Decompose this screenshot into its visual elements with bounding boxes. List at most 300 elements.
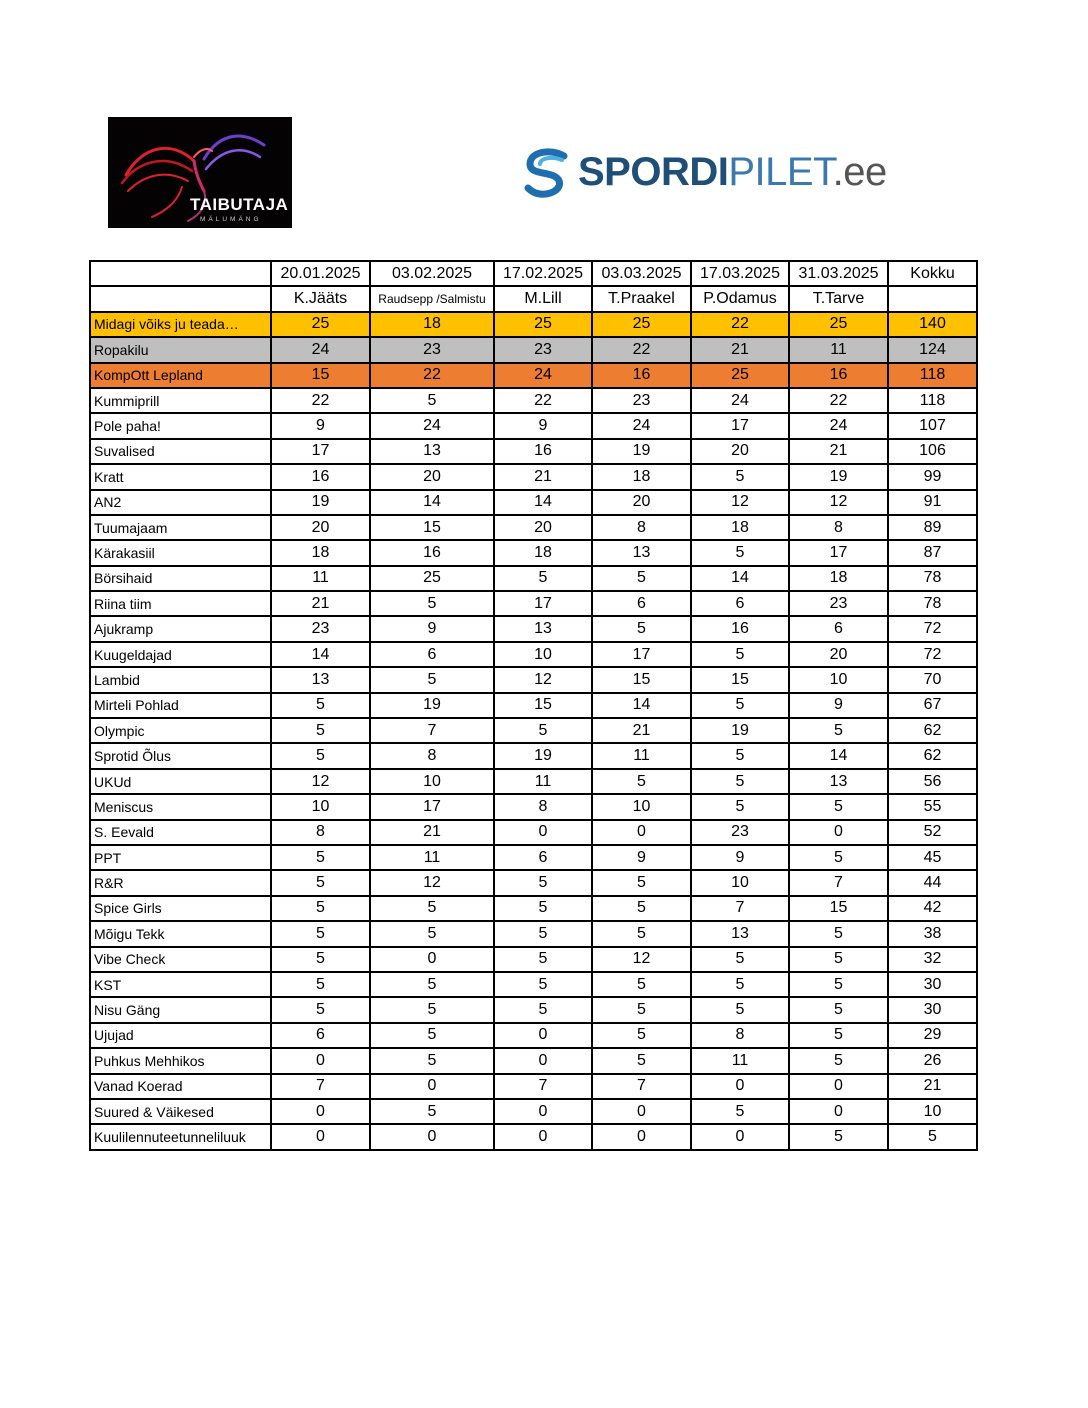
score-cell: 0 xyxy=(592,820,691,845)
score-cell: 10 xyxy=(592,794,691,819)
team-name: Midagi võiks ju teada… xyxy=(90,312,271,337)
score-cell: 7 xyxy=(271,1074,370,1099)
host-header: T.Tarve xyxy=(789,286,888,311)
score-cell: 16 xyxy=(592,363,691,388)
total-cell: 55 xyxy=(888,794,977,819)
score-cell: 0 xyxy=(271,1048,370,1073)
score-cell: 9 xyxy=(789,693,888,718)
score-cell: 24 xyxy=(789,413,888,438)
score-cell: 5 xyxy=(789,1124,888,1149)
score-cell: 22 xyxy=(271,388,370,413)
table-row xyxy=(90,947,977,972)
team-name: Kuugeldajad xyxy=(90,642,271,667)
total-cell: 124 xyxy=(888,337,977,362)
score-cell: 21 xyxy=(494,464,592,489)
score-cell: 12 xyxy=(494,667,592,692)
total-cell: 106 xyxy=(888,439,977,464)
score-cell: 0 xyxy=(370,1074,494,1099)
total-cell: 56 xyxy=(888,769,977,794)
table-row xyxy=(90,566,977,591)
score-cell: 0 xyxy=(691,1074,789,1099)
score-cell: 17 xyxy=(370,794,494,819)
score-cell: 18 xyxy=(494,540,592,565)
score-cell: 24 xyxy=(370,413,494,438)
team-name: Suured & Väikesed xyxy=(90,1099,271,1124)
score-cell: 12 xyxy=(789,490,888,515)
score-cell: 22 xyxy=(789,388,888,413)
score-cell: 9 xyxy=(271,413,370,438)
score-cell: 0 xyxy=(691,1124,789,1149)
score-cell: 12 xyxy=(271,769,370,794)
score-cell: 0 xyxy=(494,1023,592,1048)
team-name: Mirteli Pohlad xyxy=(90,693,271,718)
score-cell: 5 xyxy=(494,947,592,972)
score-cell: 5 xyxy=(494,896,592,921)
score-cell: 7 xyxy=(789,870,888,895)
score-cell: 5 xyxy=(592,997,691,1022)
score-cell: 5 xyxy=(691,769,789,794)
total-cell: 78 xyxy=(888,566,977,591)
score-cell: 6 xyxy=(370,642,494,667)
score-cell: 5 xyxy=(370,667,494,692)
score-cell: 5 xyxy=(592,972,691,997)
score-cell: 9 xyxy=(691,845,789,870)
score-cell: 0 xyxy=(494,820,592,845)
score-cell: 22 xyxy=(691,312,789,337)
score-cell: 23 xyxy=(271,616,370,641)
total-cell: 21 xyxy=(888,1074,977,1099)
total-cell: 26 xyxy=(888,1048,977,1073)
score-cell: 19 xyxy=(494,743,592,768)
score-cell: 8 xyxy=(494,794,592,819)
table-row xyxy=(90,642,977,667)
score-cell: 13 xyxy=(691,921,789,946)
score-cell: 5 xyxy=(370,896,494,921)
score-cell: 18 xyxy=(789,566,888,591)
wordmark-suffix: .ee xyxy=(832,150,887,194)
taibutaja-subtitle: MÄLUMÄNG xyxy=(200,216,262,223)
score-cell: 8 xyxy=(370,743,494,768)
score-cell: 23 xyxy=(592,388,691,413)
score-cell: 5 xyxy=(271,997,370,1022)
score-cell: 8 xyxy=(592,515,691,540)
total-cell: 30 xyxy=(888,997,977,1022)
team-name: Meniscus xyxy=(90,794,271,819)
score-cell: 25 xyxy=(789,312,888,337)
team-name: Puhkus Mehhikos xyxy=(90,1048,271,1073)
swirl-logo-icon xyxy=(524,148,572,198)
total-cell: 32 xyxy=(888,947,977,972)
score-cell: 12 xyxy=(370,870,494,895)
total-cell: 91 xyxy=(888,490,977,515)
score-cell: 25 xyxy=(691,363,789,388)
score-cell: 5 xyxy=(789,972,888,997)
score-cell: 21 xyxy=(592,718,691,743)
table-row xyxy=(90,1074,977,1099)
score-cell: 5 xyxy=(592,566,691,591)
table-row xyxy=(90,1124,977,1149)
total-cell: 42 xyxy=(888,896,977,921)
corner-cell xyxy=(90,261,271,286)
score-cell: 20 xyxy=(691,439,789,464)
score-cell: 17 xyxy=(494,591,592,616)
table-row xyxy=(90,337,977,362)
team-name: Kärakasiil xyxy=(90,540,271,565)
total-cell: 99 xyxy=(888,464,977,489)
taibutaja-title: TAIBUTAJA xyxy=(190,195,289,214)
host-header-row xyxy=(90,286,977,311)
score-cell: 11 xyxy=(494,769,592,794)
table-row xyxy=(90,667,977,692)
score-cell: 25 xyxy=(370,566,494,591)
table-row xyxy=(90,997,977,1022)
score-cell: 19 xyxy=(370,693,494,718)
team-name: Spice Girls xyxy=(90,896,271,921)
team-name: Sprotid Õlus xyxy=(90,743,271,768)
score-cell: 0 xyxy=(789,1074,888,1099)
score-cell: 0 xyxy=(789,1099,888,1124)
score-cell: 15 xyxy=(592,667,691,692)
team-name: Börsihaid xyxy=(90,566,271,591)
score-cell: 13 xyxy=(789,769,888,794)
score-cell: 5 xyxy=(691,1099,789,1124)
score-cell: 23 xyxy=(370,337,494,362)
score-cell: 19 xyxy=(271,490,370,515)
score-cell: 5 xyxy=(370,921,494,946)
score-cell: 5 xyxy=(789,845,888,870)
score-cell: 0 xyxy=(494,1124,592,1149)
score-cell: 14 xyxy=(370,490,494,515)
score-cell: 21 xyxy=(370,820,494,845)
score-cell: 5 xyxy=(271,921,370,946)
score-cell: 5 xyxy=(494,870,592,895)
table-row xyxy=(90,693,977,718)
score-cell: 5 xyxy=(271,947,370,972)
score-cell: 5 xyxy=(370,972,494,997)
score-cell: 5 xyxy=(592,921,691,946)
team-name: Kratt xyxy=(90,464,271,489)
score-cell: 16 xyxy=(370,540,494,565)
team-name: Olympic xyxy=(90,718,271,743)
score-cell: 16 xyxy=(494,439,592,464)
score-cell: 5 xyxy=(691,743,789,768)
total-cell: 38 xyxy=(888,921,977,946)
team-name: Riina tiim xyxy=(90,591,271,616)
table-row xyxy=(90,363,977,388)
score-cell: 5 xyxy=(370,1048,494,1073)
score-cell: 5 xyxy=(494,718,592,743)
score-cell: 5 xyxy=(592,896,691,921)
score-cell: 17 xyxy=(691,413,789,438)
table-row xyxy=(90,591,977,616)
table-row xyxy=(90,490,977,515)
score-cell: 22 xyxy=(494,388,592,413)
score-cell: 16 xyxy=(691,616,789,641)
score-cell: 5 xyxy=(494,997,592,1022)
table-row xyxy=(90,540,977,565)
total-cell: 45 xyxy=(888,845,977,870)
score-cell: 11 xyxy=(789,337,888,362)
score-cell: 21 xyxy=(271,591,370,616)
score-cell: 9 xyxy=(494,413,592,438)
results-table xyxy=(89,260,978,1151)
score-cell: 5 xyxy=(691,947,789,972)
score-cell: 18 xyxy=(271,540,370,565)
total-cell: 10 xyxy=(888,1099,977,1124)
score-cell: 21 xyxy=(691,337,789,362)
score-cell: 10 xyxy=(370,769,494,794)
score-cell: 6 xyxy=(592,591,691,616)
score-cell: 25 xyxy=(592,312,691,337)
score-cell: 5 xyxy=(789,947,888,972)
host-header: K.Jääts xyxy=(271,286,370,311)
table-row xyxy=(90,1023,977,1048)
score-cell: 5 xyxy=(494,921,592,946)
table-row xyxy=(90,972,977,997)
table-row xyxy=(90,845,977,870)
score-cell: 0 xyxy=(592,1099,691,1124)
team-name: PPT xyxy=(90,845,271,870)
table-row xyxy=(90,718,977,743)
score-cell: 0 xyxy=(494,1099,592,1124)
date-header: 17.03.2025 xyxy=(691,261,789,286)
table-row xyxy=(90,616,977,641)
score-cell: 24 xyxy=(271,337,370,362)
team-name: Kummiprill xyxy=(90,388,271,413)
spordipilet-wordmark xyxy=(578,150,887,194)
corner-cell xyxy=(90,286,271,311)
total-header: Kokku xyxy=(888,261,977,286)
score-cell: 5 xyxy=(271,870,370,895)
score-cell: 19 xyxy=(789,464,888,489)
score-cell: 5 xyxy=(789,794,888,819)
score-cell: 0 xyxy=(789,820,888,845)
total-cell: 87 xyxy=(888,540,977,565)
score-cell: 8 xyxy=(691,1023,789,1048)
score-cell: 17 xyxy=(271,439,370,464)
score-cell: 24 xyxy=(592,413,691,438)
total-cell: 52 xyxy=(888,820,977,845)
score-cell: 7 xyxy=(592,1074,691,1099)
table-row xyxy=(90,439,977,464)
score-cell: 5 xyxy=(691,794,789,819)
table-row xyxy=(90,464,977,489)
team-name: UKUd xyxy=(90,769,271,794)
score-cell: 22 xyxy=(592,337,691,362)
score-cell: 5 xyxy=(592,616,691,641)
date-header: 20.01.2025 xyxy=(271,261,370,286)
team-name: Suvalised xyxy=(90,439,271,464)
host-header: P.Odamus xyxy=(691,286,789,311)
score-cell: 5 xyxy=(370,591,494,616)
score-cell: 5 xyxy=(494,566,592,591)
score-cell: 5 xyxy=(271,845,370,870)
score-cell: 7 xyxy=(494,1074,592,1099)
score-cell: 6 xyxy=(494,845,592,870)
team-name: Lambid xyxy=(90,667,271,692)
score-cell: 5 xyxy=(789,921,888,946)
score-cell: 15 xyxy=(494,693,592,718)
score-cell: 9 xyxy=(370,616,494,641)
date-header: 31.03.2025 xyxy=(789,261,888,286)
score-cell: 6 xyxy=(691,591,789,616)
total-cell: 30 xyxy=(888,972,977,997)
table-row xyxy=(90,515,977,540)
score-cell: 5 xyxy=(789,997,888,1022)
score-cell: 7 xyxy=(370,718,494,743)
total-cell: 107 xyxy=(888,413,977,438)
score-cell: 5 xyxy=(271,718,370,743)
team-name: Vanad Koerad xyxy=(90,1074,271,1099)
score-cell: 14 xyxy=(789,743,888,768)
table-row xyxy=(90,794,977,819)
score-cell: 25 xyxy=(271,312,370,337)
team-name: Vibe Check xyxy=(90,947,271,972)
score-cell: 24 xyxy=(494,363,592,388)
team-name: KST xyxy=(90,972,271,997)
score-cell: 5 xyxy=(271,743,370,768)
host-header: Raudsepp /Salmistu xyxy=(370,286,494,311)
score-cell: 20 xyxy=(789,642,888,667)
score-cell: 18 xyxy=(691,515,789,540)
total-cell: 62 xyxy=(888,718,977,743)
score-cell: 23 xyxy=(789,591,888,616)
score-cell: 24 xyxy=(691,388,789,413)
score-cell: 18 xyxy=(370,312,494,337)
score-cell: 8 xyxy=(789,515,888,540)
table-row xyxy=(90,870,977,895)
score-cell: 11 xyxy=(370,845,494,870)
total-cell: 89 xyxy=(888,515,977,540)
score-cell: 6 xyxy=(789,616,888,641)
score-cell: 5 xyxy=(370,388,494,413)
table-row xyxy=(90,388,977,413)
date-header: 03.02.2025 xyxy=(370,261,494,286)
score-cell: 5 xyxy=(370,997,494,1022)
total-cell: 70 xyxy=(888,667,977,692)
score-cell: 15 xyxy=(271,363,370,388)
score-cell: 12 xyxy=(691,490,789,515)
total-cell: 72 xyxy=(888,642,977,667)
score-cell: 5 xyxy=(691,464,789,489)
date-header-row xyxy=(90,261,977,286)
score-cell: 5 xyxy=(494,972,592,997)
score-cell: 19 xyxy=(691,718,789,743)
team-name: Mõigu Tekk xyxy=(90,921,271,946)
score-cell: 6 xyxy=(271,1023,370,1048)
wordmark-light: PILET xyxy=(728,150,833,194)
score-cell: 23 xyxy=(691,820,789,845)
table-row xyxy=(90,1099,977,1124)
score-cell: 13 xyxy=(271,667,370,692)
score-cell: 5 xyxy=(271,693,370,718)
table-row xyxy=(90,743,977,768)
total-cell: 44 xyxy=(888,870,977,895)
score-cell: 5 xyxy=(789,1048,888,1073)
score-cell: 23 xyxy=(494,337,592,362)
host-header: M.Lill xyxy=(494,286,592,311)
score-cell: 5 xyxy=(691,997,789,1022)
table-row xyxy=(90,312,977,337)
score-cell: 13 xyxy=(592,540,691,565)
score-cell: 5 xyxy=(691,693,789,718)
score-cell: 5 xyxy=(592,870,691,895)
score-cell: 20 xyxy=(592,490,691,515)
total-cell: 67 xyxy=(888,693,977,718)
score-cell: 13 xyxy=(370,439,494,464)
date-header: 03.03.2025 xyxy=(592,261,691,286)
score-cell: 5 xyxy=(370,1023,494,1048)
score-cell: 16 xyxy=(789,363,888,388)
score-cell: 5 xyxy=(592,1023,691,1048)
table-row xyxy=(90,413,977,438)
score-cell: 10 xyxy=(691,870,789,895)
score-cell: 11 xyxy=(271,566,370,591)
total-cell: 78 xyxy=(888,591,977,616)
score-cell: 14 xyxy=(592,693,691,718)
score-cell: 15 xyxy=(370,515,494,540)
wordmark-bold: SPORDI xyxy=(578,150,729,194)
score-cell: 20 xyxy=(370,464,494,489)
score-cell: 5 xyxy=(592,769,691,794)
score-cell: 10 xyxy=(789,667,888,692)
score-cell: 5 xyxy=(370,1099,494,1124)
score-cell: 18 xyxy=(592,464,691,489)
score-cell: 16 xyxy=(271,464,370,489)
score-cell: 17 xyxy=(789,540,888,565)
score-cell: 5 xyxy=(592,1048,691,1073)
total-cell: 5 xyxy=(888,1124,977,1149)
score-cell: 0 xyxy=(370,947,494,972)
date-header: 17.02.2025 xyxy=(494,261,592,286)
score-cell: 9 xyxy=(592,845,691,870)
score-cell: 20 xyxy=(271,515,370,540)
team-name: S. Eevald xyxy=(90,820,271,845)
team-name: Pole paha! xyxy=(90,413,271,438)
taibutaja-logo xyxy=(108,117,292,228)
table-row xyxy=(90,896,977,921)
score-cell: 0 xyxy=(494,1048,592,1073)
total-cell: 140 xyxy=(888,312,977,337)
total-header-empty xyxy=(888,286,977,311)
table-row xyxy=(90,820,977,845)
team-name: R&R xyxy=(90,870,271,895)
score-cell: 5 xyxy=(789,718,888,743)
score-cell: 15 xyxy=(789,896,888,921)
score-cell: 14 xyxy=(271,642,370,667)
team-name: Kuulilennuteetunneliluuk xyxy=(90,1124,271,1149)
score-cell: 20 xyxy=(494,515,592,540)
score-cell: 0 xyxy=(271,1124,370,1149)
score-cell: 15 xyxy=(691,667,789,692)
score-cell: 5 xyxy=(789,1023,888,1048)
total-cell: 62 xyxy=(888,743,977,768)
score-cell: 0 xyxy=(271,1099,370,1124)
score-cell: 8 xyxy=(271,820,370,845)
total-cell: 29 xyxy=(888,1023,977,1048)
score-cell: 14 xyxy=(494,490,592,515)
score-cell: 11 xyxy=(592,743,691,768)
team-name: Nisu Gäng xyxy=(90,997,271,1022)
host-header: T.Praakel xyxy=(592,286,691,311)
score-cell: 5 xyxy=(691,972,789,997)
team-name: Ropakilu xyxy=(90,337,271,362)
spordipilet-logo xyxy=(524,146,887,198)
score-cell: 21 xyxy=(789,439,888,464)
team-name: Tuumajaam xyxy=(90,515,271,540)
score-cell: 22 xyxy=(370,363,494,388)
score-cell: 0 xyxy=(592,1124,691,1149)
